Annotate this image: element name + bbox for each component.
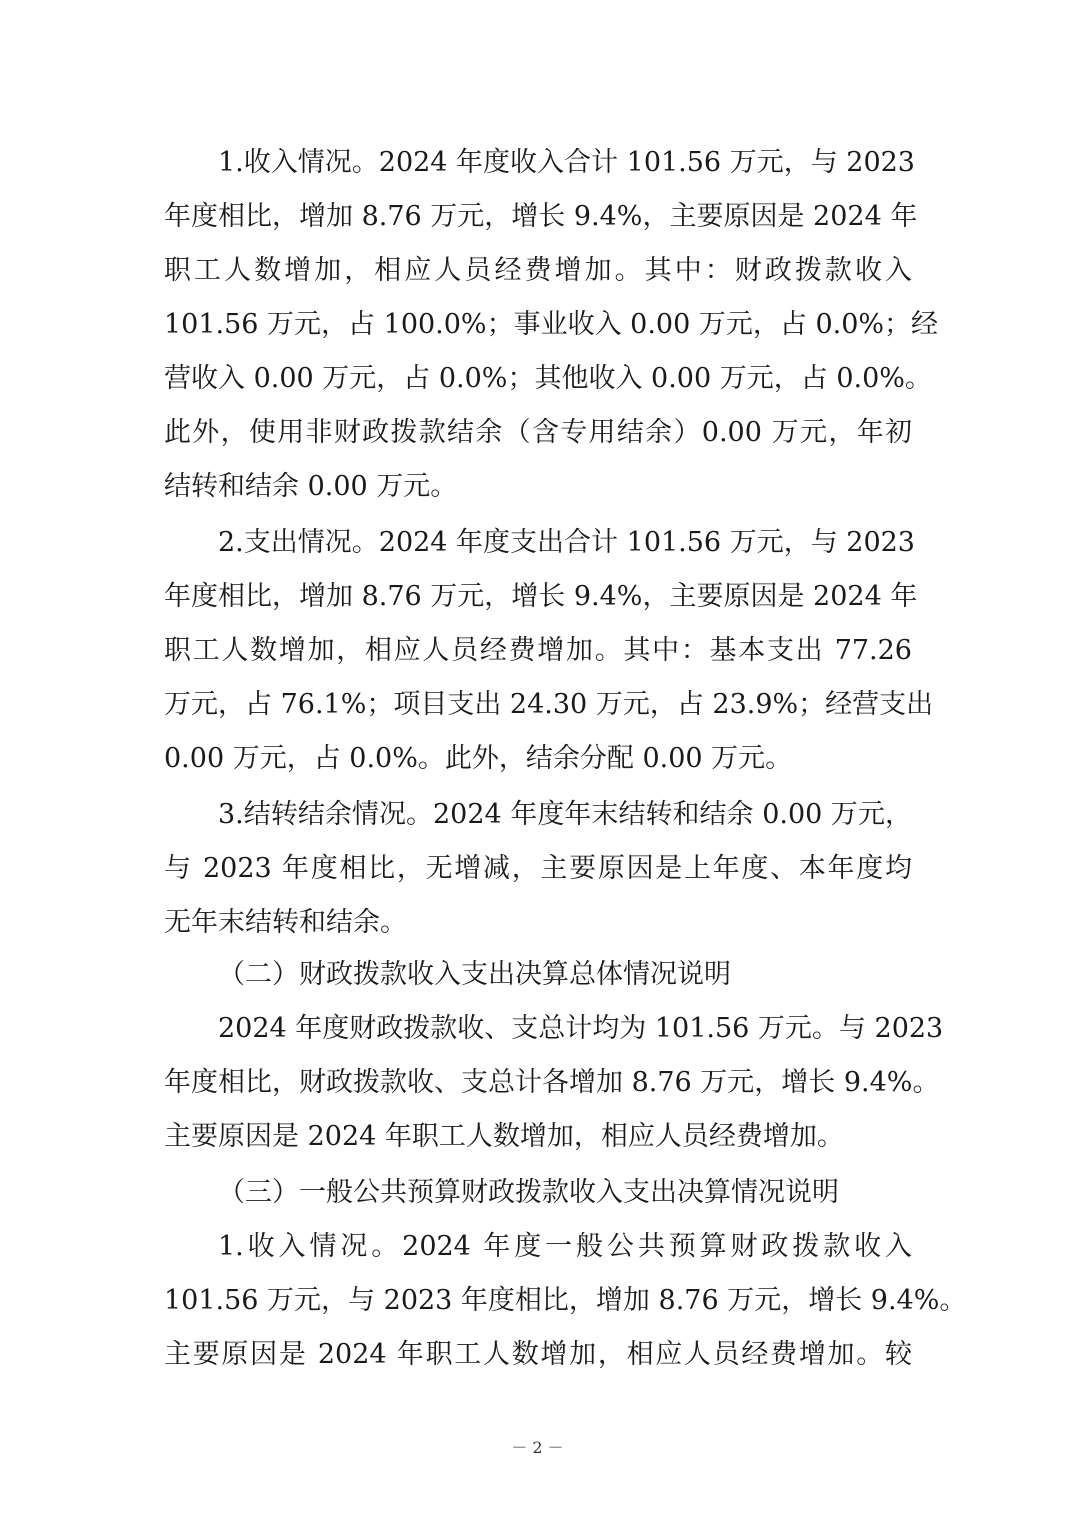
paragraph-general-budget-line-3: 主要原因是 2024 年职工人数增加，相应人员经费增加。较 bbox=[164, 1339, 912, 1370]
page-number: － 2 － bbox=[511, 1438, 564, 1457]
paragraph-balance-line-1: 3.结转结余情况。2024 年度年末结转和结余 0.00 万元， bbox=[218, 799, 912, 830]
paragraph-expense-line-2: 年度相比，增加 8.76 万元，增长 9.4%，主要原因是 2024 年 bbox=[164, 581, 918, 612]
paragraph-expense-line-1: 2.支出情况。2024 年度支出合计 101.56 万元，与 2023 bbox=[218, 527, 915, 558]
paragraph-income-line-7: 结转和结余 0.00 万元。 bbox=[164, 471, 458, 502]
paragraph-fiscal-overview-line-2: 年度相比，财政拨款收、支总计各增加 8.76 万元，增长 9.4%。 bbox=[164, 1067, 940, 1098]
paragraph-income-line-6: 此外，使用非财政拨款结余（含专用结余）0.00 万元，年初 bbox=[164, 417, 912, 448]
paragraph-fiscal-overview-line-1: 2024 年度财政拨款收、支总计均为 101.56 万元。与 2023 bbox=[218, 1013, 944, 1044]
paragraph-balance-line-3: 无年末结转和结余。 bbox=[164, 907, 407, 938]
section-heading-fiscal-overview: （二）财政拨款收入支出决算总体情况说明 bbox=[218, 959, 731, 990]
paragraph-expense-line-3: 职工人数增加，相应人员经费增加。其中：基本支出 77.26 bbox=[164, 635, 912, 666]
paragraph-fiscal-overview-line-3: 主要原因是 2024 年职工人数增加，相应人员经费增加。 bbox=[164, 1121, 844, 1152]
paragraph-expense-line-4: 万元，占 76.1%；项目支出 24.30 万元，占 23.9%；经营支出 bbox=[164, 689, 934, 720]
paragraph-income-line-2: 年度相比，增加 8.76 万元，增长 9.4%，主要原因是 2024 年 bbox=[164, 201, 918, 232]
paragraph-expense-line-5: 0.00 万元，占 0.0%。此外，结余分配 0.00 万元。 bbox=[164, 743, 793, 774]
paragraph-income-line-3: 职工人数增加，相应人员经费增加。其中：财政拨款收入 bbox=[164, 255, 912, 286]
paragraph-balance-line-2: 与 2023 年度相比，无增减，主要原因是上年度、本年度均 bbox=[164, 853, 912, 884]
paragraph-income-line-4: 101.56 万元，占 100.0%；事业收入 0.00 万元，占 0.0%；经 bbox=[164, 309, 939, 340]
paragraph-income-line-1: 1.收入情况。2024 年度收入合计 101.56 万元，与 2023 bbox=[218, 147, 915, 178]
paragraph-general-budget-line-2: 101.56 万元，与 2023 年度相比，增加 8.76 万元，增长 9.4%。 bbox=[164, 1285, 967, 1316]
paragraph-income-line-5: 营收入 0.00 万元，占 0.0%；其他收入 0.00 万元，占 0.0%。 bbox=[164, 363, 932, 394]
paragraph-general-budget-line-1: 1.收入情况。2024 年度一般公共预算财政拨款收入 bbox=[218, 1231, 912, 1262]
section-heading-general-budget: （三）一般公共预算财政拨款收入支出决算情况说明 bbox=[218, 1177, 839, 1208]
